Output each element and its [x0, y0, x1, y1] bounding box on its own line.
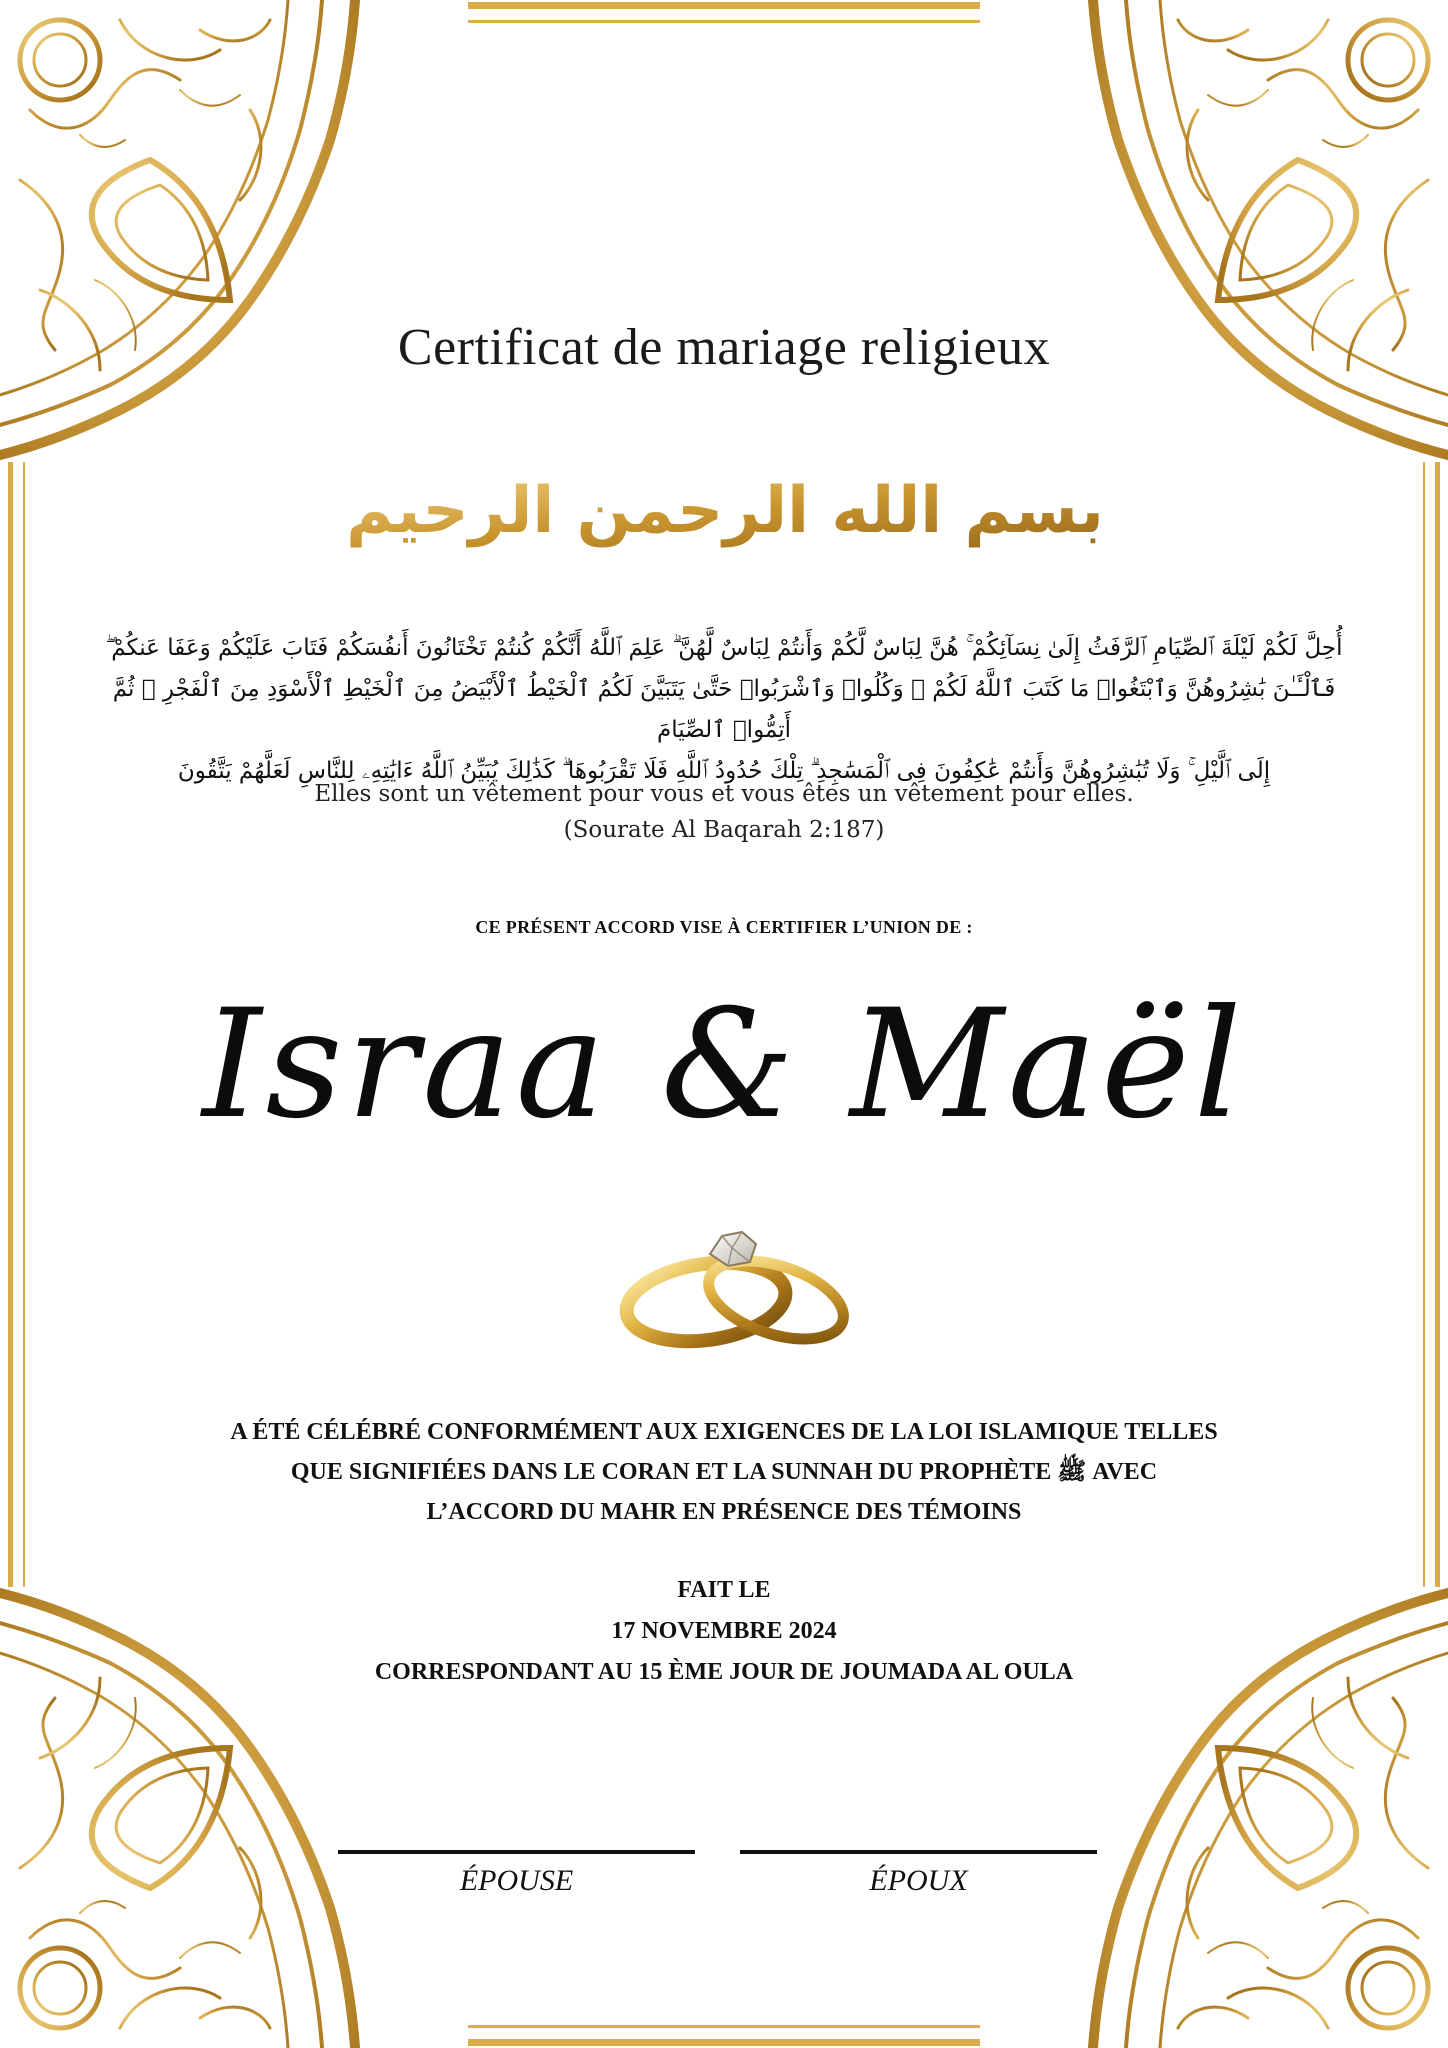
signature-line-epouse	[338, 1850, 695, 1854]
translation-reference: (Sourate Al Baqarah 2:187)	[563, 817, 885, 843]
signature-line-epoux	[740, 1850, 1097, 1854]
top-border-line	[468, 2, 980, 9]
bottom-border-line	[468, 2039, 980, 2046]
verse-line: إِلَى ٱلَّيْلِ ۚ وَلَا تُبَٰشِرُوهُنَّ وَأَنتُمْ عَٰكِفُونَ فِى ٱلْمَسَٰجِدِ ۗ تِلْكَ حُدُودُ ٱللَّهِ فَلَا تَقْرَبُوهَا ۗ كَذَٰلِكَ يُبَيِّنُ ٱللَّهُ ءَايَٰتِهِۦ لِلنَّاسِ لَعَلَّهُمْ يَتَّقُونَ	[177, 758, 1271, 784]
basmala-text: بسم الله الرحمن الرحيم	[346, 474, 1104, 548]
corner-ornament-top-right	[978, 0, 1448, 470]
basmala-calligraphy	[346, 440, 1104, 570]
wedding-rings-icon	[618, 1218, 862, 1352]
bottom-border-line-thin	[468, 2025, 980, 2028]
date-block	[0, 1570, 1448, 1693]
top-border-line-thin	[468, 20, 980, 23]
statement-line: QUE SIGNIFIÉES DANS LE CORAN ET LA SUNNAH DU PROPHÈTE ﷺ AVEC	[290, 1459, 1158, 1485]
quran-verse	[100, 628, 1348, 792]
verse-line: فَٱلْـَٔـٰنَ بَٰشِرُوهُنَّ وَٱبْتَغُوا۟ مَا كَتَبَ ٱللَّهُ لَكُمْ ۚ وَكُلُوا۟ وَٱشْرَبُوا۟ حَتَّىٰ يَتَبَيَّنَ لَكُمُ ٱلْخَيْطُ ٱلْأَبْيَضُ مِنَ ٱلْخَيْطِ ٱلْأَسْوَدِ مِنَ ٱلْفَجْرِ ۖ ثُمَّ أَتِمُّوا۟ ٱلصِّيَامَ	[112, 676, 1336, 743]
corner-ornament-top-left	[0, 0, 470, 470]
couple-names: Israa & Maël	[202, 978, 1246, 1152]
signature-label-epoux: ÉPOUX	[869, 1864, 968, 1897]
gregorian-date: 17 NOVEMBRE 2024	[611, 1618, 837, 1644]
certificate-title: Certificat de mariage religieux	[397, 319, 1051, 376]
statement-line: L’ACCORD DU MAHR EN PRÉSENCE DES TÉMOINS	[426, 1499, 1022, 1525]
verse-line: أُحِلَّ لَكُمْ لَيْلَةَ ٱلصِّيَامِ ٱلرَّفَثُ إِلَىٰ نِسَآئِكُمْ ۚ هُنَّ لِبَاسٌ لَّكُمْ وَأَنتُمْ لِبَاسٌ لَّهُنَّ ۗ عَلِمَ ٱللَّهُ أَنَّكُمْ كُنتُمْ تَخْتَانُونَ أَنفُسَكُمْ فَتَابَ عَلَيْكُمْ وَعَفَا عَنكُمْ ۖ	[105, 635, 1343, 661]
signature-label-epouse: ÉPOUSE	[459, 1864, 574, 1897]
union-intro: CE PRÉSENT ACCORD VISE À CERTIFIER L’UNION DE :	[475, 917, 973, 937]
hijri-date: CORRESPONDANT AU 15 ÈME JOUR DE JOUMADA AL OULA	[374, 1659, 1074, 1685]
translation-text: Elles sont un vêtement pour vous et vous êtes un vêtement pour elles.	[314, 781, 1134, 807]
verse-translation	[0, 776, 1448, 848]
statement-line: A ÉTÉ CÉLÉBRÉ CONFORMÉMENT AUX EXIGENCES DE LA LOI ISLAMIQUE TELLES	[230, 1419, 1218, 1445]
date-label: FAIT LE	[677, 1577, 771, 1603]
ceremony-statement	[180, 1412, 1268, 1532]
